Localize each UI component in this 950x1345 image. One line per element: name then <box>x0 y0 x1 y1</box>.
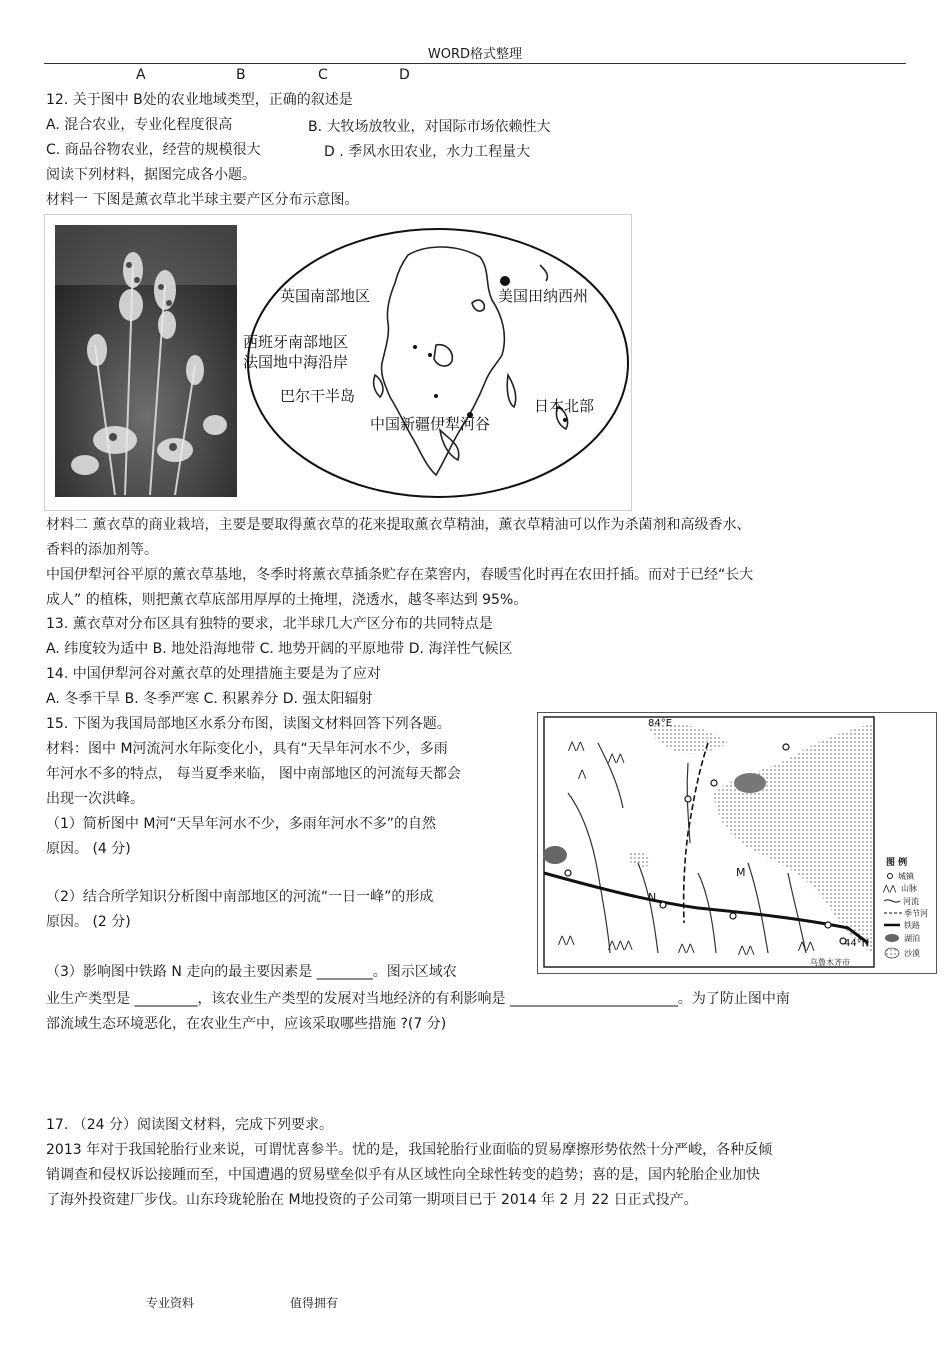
river-m-label: M <box>736 866 746 879</box>
q17-line1: 2013 年对于我国轮胎行业来说，可谓忧喜参半。忧的是，我国轮胎行业面临的贸易摩擦形势依然十分严峻，各种反倾 <box>46 1142 773 1158</box>
q14-stem: 14. 中国伊犁河谷对薰衣草的处理措施主要是为了应对 <box>46 666 381 682</box>
q15-part3-line2: 业生产类型是 _________，该农业生产类型的发展对当地经济的有利影响是 ________________________。为了防止图中南 <box>46 991 790 1007</box>
q12-option-a: A. 混合农业，专业化程度很高 <box>46 117 233 133</box>
q15-part1-line1: （1）简析图中 M河“天旱年河水不少，多雨年河水不多”的自然 <box>46 816 436 832</box>
option-label-d: D <box>399 67 410 83</box>
q15-part2-line1: （2）结合所学知识分析图中南部地区的河流“一日一峰”的形成 <box>46 889 434 905</box>
footer-right: 值得拥有 <box>290 1296 339 1310</box>
page-header-title: WORD格式整理 <box>427 47 523 62</box>
svg-text:山脉: 山脉 <box>901 884 917 893</box>
svg-text:季节河: 季节河 <box>904 909 928 918</box>
lake-west <box>543 846 567 864</box>
svg-text:⋀⋀: ⋀⋀ <box>738 945 755 956</box>
svg-text:图 例: 图 例 <box>886 858 908 868</box>
reading-intro: 阅读下列材料，据图完成各小题。 <box>46 167 256 183</box>
label-france: 法国地中海沿岸 <box>243 353 349 371</box>
q12-option-c: C. 商品谷物农业，经营的规模很大 <box>46 142 261 158</box>
lake-east <box>734 773 766 793</box>
q15-part3-line1: （3）影响图中铁路 N 走向的最主要因素是 ________。图示区域农 <box>46 964 457 980</box>
header-rule <box>44 63 906 64</box>
footer-left: 专业资料 <box>146 1296 195 1310</box>
label-china: 中国新疆伊犁河谷 <box>370 415 491 433</box>
q12-option-d: D . 季风水田农业，水力工程量大 <box>324 144 531 160</box>
river-system-map <box>537 712 937 974</box>
option-label-a: A <box>136 67 146 83</box>
lavender-figure <box>44 214 632 511</box>
svg-text:⋀⋀: ⋀⋀ <box>568 741 585 752</box>
q15-part3-line3: 部流域生态环境恶化，在农业生产中，应该采取哪些措施 ?(7 分) <box>46 1016 447 1032</box>
q15-stem: 15. 下图为我国局部地区水系分布图，读图文材料回答下列各题。 <box>46 716 451 732</box>
latitude-label: 44°N <box>844 938 870 949</box>
option-label-b: B <box>236 67 246 83</box>
material-one: 材料一 下图是薰衣草北半球主要产区分布示意图。 <box>46 192 359 208</box>
svg-text:⋀⋀: ⋀⋀ <box>798 941 815 952</box>
svg-text:⋀⋀⋀: ⋀⋀⋀ <box>608 940 633 951</box>
balkan-marker <box>434 394 438 398</box>
q14-options: A. 冬季干旱 B. 冬季严寒 C. 积累养分 D. 强太阳辐射 <box>46 691 373 707</box>
material-two-line1: 材料二 薰衣草的商业栽培，主要是要取得薰衣草的花来提取薰衣草精油，薰衣草精油可以作为杀菌剂和高级香水、 <box>46 517 751 533</box>
svg-text:⋀: ⋀ <box>578 769 587 780</box>
q17-line2: 销调查和侵权诉讼接踵而至，中国遭遇的贸易壁垒似乎有从区域性向全球性转变的趋势；喜的是，国内轮胎企业加快 <box>46 1167 760 1183</box>
svg-text:城镇: 城镇 <box>898 872 914 881</box>
q15-part2-line2: 原因。 (2 分) <box>46 914 131 930</box>
continent-outlines <box>374 247 568 475</box>
europe-marker-1 <box>413 345 417 349</box>
q15-material-2: 年河水不多的特点， 每当夏季来临， 图中南部地区的河流每天都会 <box>46 766 461 782</box>
europe-marker-2 <box>428 353 432 357</box>
q15-material-1: 材料：图中 M河流河水年际变化小，具有“天旱年河水不少，多雨 <box>46 741 448 757</box>
label-balkan: 巴尔干半岛 <box>280 387 356 405</box>
label-uk: 英国南部地区 <box>280 287 371 305</box>
q17-stem: 17. （24 分）阅读图文材料，完成下列要求。 <box>46 1117 333 1133</box>
q15-part1-line2: 原因。 (4 分) <box>46 841 131 857</box>
q12-stem: 12. 关于图中 B处的农业地域类型，正确的叙述是 <box>46 92 353 108</box>
label-japan: 日本北部 <box>534 397 595 415</box>
svg-text:⋀⋀: ⋀⋀ <box>883 884 897 893</box>
lavender-distribution-map <box>240 215 630 510</box>
q17-line3: 了海外投资建厂步伐。山东玲珑轮胎在 M地投资的子公司第一期项目已于 2014 年 2 月 22 日正式投产。 <box>46 1192 698 1208</box>
longitude-label: 84°E <box>648 718 673 729</box>
japan-marker <box>563 418 567 422</box>
svg-text:⋀⋀: ⋀⋀ <box>558 935 575 946</box>
map-legend <box>882 856 928 958</box>
q13-options: A. 纬度较为适中 B. 地处沿海地带 C. 地势开阔的平原地带 D. 海洋性气候区 <box>46 641 513 657</box>
material-two-line3: 中国伊犁河谷平原的薰衣草基地，冬季时将薰衣草插条贮存在菜窖内，春暖雪化时再在农田扦插。而对于已经“长大 <box>46 567 754 583</box>
railway-n-label: N <box>648 891 657 904</box>
label-us: 美国田纳西州 <box>498 287 589 305</box>
lavender-photo <box>55 225 237 497</box>
label-spain: 西班牙南部地区 <box>243 333 349 351</box>
q12-option-b: B. 大牧场放牧业，对国际市场依赖性大 <box>308 119 551 135</box>
svg-text:⋀⋀: ⋀⋀ <box>678 943 695 954</box>
us-marker <box>500 276 510 286</box>
option-label-c: C <box>318 67 328 83</box>
svg-text:沙漠: 沙漠 <box>904 949 920 958</box>
svg-text:河流: 河流 <box>903 897 919 906</box>
svg-text:湖泊: 湖泊 <box>904 934 920 943</box>
material-two-line4: 成人” 的植株，则把薰衣草底部用厚厚的土掩埋，浇透水，越冬率达到 95%。 <box>46 592 528 608</box>
city-label: 乌鲁木齐市 <box>810 958 850 967</box>
q15-material-3: 出现一次洪峰。 <box>46 791 144 807</box>
material-two-line2: 香料的添加剂等。 <box>46 542 158 558</box>
svg-text:铁路: 铁路 <box>904 921 920 930</box>
q13-stem: 13. 薰衣草对分布区具有独特的要求，北半球几大产区分布的共同特点是 <box>46 616 493 632</box>
svg-text:⋀⋀: ⋀⋀ <box>608 753 625 764</box>
